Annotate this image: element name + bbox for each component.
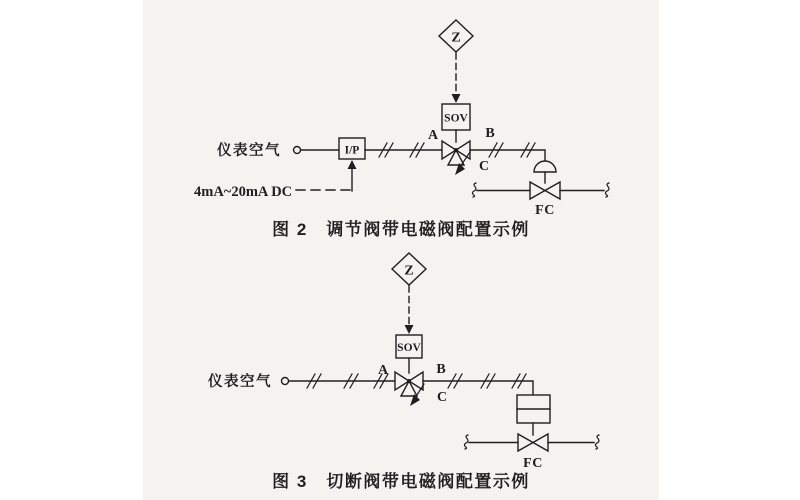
arrow-down-icon — [405, 325, 414, 334]
instrument-air-label: 仪表空气 — [217, 143, 281, 159]
figure-2-caption: 图 2 调节阀带电磁阀配置示例 — [272, 220, 530, 239]
instrument-air-label: 仪表空气 — [208, 374, 272, 390]
interlock-tag-diamond — [439, 20, 473, 52]
arrow-down-icon — [452, 94, 461, 103]
figure-3-caption: 图 3 切断阀带电磁阀配置示例 — [272, 472, 530, 491]
solenoid-valve-box — [396, 335, 422, 358]
pipe-break-icon — [464, 435, 468, 449]
fail-close-label: FC — [535, 203, 555, 218]
port-b-label: B — [485, 126, 495, 141]
interlock-tag-label: Z — [404, 263, 414, 279]
ip-converter-label: I/P — [344, 144, 360, 157]
interlock-tag-label: Z — [451, 30, 461, 46]
port-a-label: A — [377, 363, 389, 378]
port-a-label: A — [427, 128, 439, 143]
solenoid-valve-box — [442, 104, 470, 130]
port-c-label: C — [436, 390, 448, 405]
air-supply-port-icon — [282, 378, 289, 385]
air-supply-port-icon — [294, 147, 301, 154]
arrow-up-icon — [348, 160, 357, 169]
port-b-label: B — [436, 362, 446, 377]
three-way-valve-symbol — [395, 372, 424, 406]
three-way-valve-symbol — [442, 141, 470, 175]
fail-close-label: FC — [523, 456, 543, 471]
interlock-tag-diamond — [392, 253, 426, 285]
diaphragm-actuator-dome — [534, 161, 556, 172]
ip-converter-box — [339, 138, 365, 159]
solenoid-valve-label: SOV — [397, 342, 421, 354]
figure-2-diagram — [194, 20, 609, 239]
pipe-break-icon — [605, 183, 609, 197]
solenoid-valve-label: SOV — [444, 112, 468, 125]
figure-3-diagram — [207, 253, 599, 491]
control-valve-symbol — [472, 161, 609, 218]
port-c-label: C — [478, 159, 490, 174]
shutoff-valve-symbol — [464, 395, 599, 471]
pipe-break-icon — [595, 435, 599, 449]
dc-signal-label: 4mA~20mA DC — [194, 184, 293, 200]
pipe-break-icon — [472, 183, 476, 197]
